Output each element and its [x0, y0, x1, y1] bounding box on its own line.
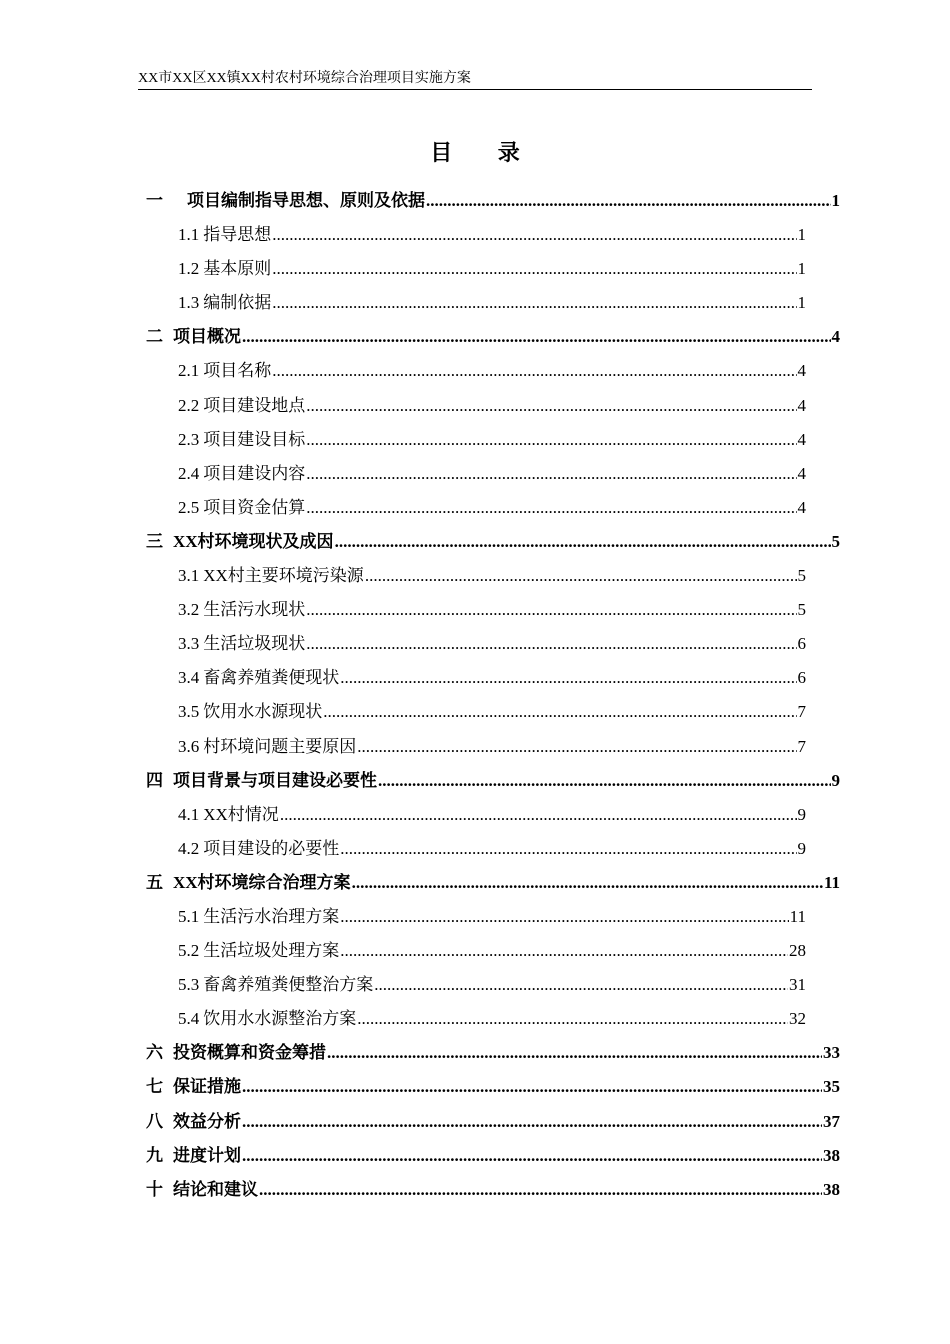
toc-section-entry[interactable] [178, 730, 806, 764]
toc-entry-page-number: 11 [823, 872, 840, 892]
toc-entry-label: 编制依据 [203, 293, 272, 313]
toc-entry-label: 项目背景与项目建设必要性 [173, 770, 377, 790]
toc-entry-label: 生活污水治理方案 [203, 906, 340, 926]
toc-entry-page-number: 4 [797, 429, 806, 449]
toc-entry-number: 5.1 [178, 906, 200, 926]
toc-section-entry[interactable] [178, 593, 806, 627]
dot-leader [340, 661, 796, 695]
dot-leader [306, 457, 796, 491]
toc-chapter-entry[interactable] [146, 1139, 840, 1173]
toc-entry-label: 畜禽养殖粪便整治方案 [203, 975, 374, 995]
dot-leader [306, 491, 796, 525]
dot-leader [242, 1105, 822, 1139]
toc-entry-label: XX村环境综合治理方案 [173, 872, 351, 892]
toc-entry-number: 二 [146, 327, 163, 347]
dot-leader [426, 184, 831, 218]
dot-leader [306, 593, 796, 627]
toc-entry-label: 项目建设目标 [203, 429, 306, 449]
toc-chapter-entry[interactable] [146, 184, 840, 218]
dot-leader [242, 320, 831, 354]
toc-entry-number: 2.5 [178, 497, 200, 517]
toc-entry-page-number: 11 [789, 906, 806, 926]
toc-entry-number: 七 [146, 1077, 163, 1097]
toc-entry-label: 投资概算和资金筹措 [173, 1043, 326, 1063]
toc-chapter-entry[interactable] [146, 1070, 840, 1104]
dot-leader [280, 798, 797, 832]
toc-entry-label: XX村主要环境污染源 [203, 566, 364, 586]
toc-section-entry[interactable] [178, 900, 806, 934]
toc-section-entry[interactable] [178, 286, 806, 320]
toc-chapter-entry[interactable] [146, 525, 840, 559]
toc-entry-page-number: 5 [797, 600, 806, 620]
toc-section-entry[interactable] [178, 423, 806, 457]
toc-entry-label: 畜禽养殖粪便现状 [203, 668, 340, 688]
toc-entry-page-number: 1 [797, 293, 806, 313]
toc-entry-label: 指导思想 [203, 225, 272, 245]
toc-entry-page-number: 4 [797, 395, 806, 415]
dot-leader [352, 866, 823, 900]
toc-chapter-entry[interactable] [146, 764, 840, 798]
toc-entry-number: 2.4 [178, 463, 200, 483]
toc-entry-label: 进度计划 [173, 1145, 241, 1165]
toc-section-entry[interactable] [178, 457, 806, 491]
toc-entry-page-number: 5 [831, 531, 840, 551]
toc-entry-label: 村环境问题主要原因 [203, 736, 357, 756]
dot-leader [357, 1002, 788, 1036]
toc-entry-label: 项目建设的必要性 [203, 838, 340, 858]
toc-section-entry[interactable] [178, 559, 806, 593]
toc-chapter-entry[interactable] [146, 320, 840, 354]
toc-entry-number: 1.2 [178, 259, 200, 279]
dot-leader [306, 423, 796, 457]
toc-section-entry[interactable] [178, 252, 806, 286]
toc-entry-page-number: 6 [797, 668, 806, 688]
toc-entry-page-number: 9 [797, 804, 806, 824]
toc-entry-page-number: 1 [831, 191, 840, 210]
toc-entry-page-number: 4 [797, 361, 806, 381]
dot-leader [272, 286, 796, 320]
toc-entry-number: 4.1 [178, 804, 200, 824]
dot-leader [327, 1036, 822, 1070]
toc-entry-number: 3.3 [178, 634, 200, 654]
toc-entry-page-number: 32 [789, 1009, 806, 1029]
toc-entry-label: 饮用水水源现状 [203, 702, 323, 722]
toc-chapter-entry[interactable] [146, 1173, 840, 1207]
toc-entry-label: 效益分析 [173, 1111, 241, 1131]
toc-entry-label: 项目资金估算 [203, 497, 306, 517]
toc-entry-page-number: 9 [797, 838, 806, 858]
dot-leader [272, 252, 796, 286]
toc-entry-page-number: 9 [831, 770, 840, 790]
toc-entry-page-number: 6 [797, 634, 806, 654]
toc-entry-label: 项目建设地点 [203, 395, 306, 415]
toc-entry-page-number: 28 [789, 941, 806, 961]
toc-entry-number: 六 [146, 1043, 163, 1063]
toc-entry-number: 1.3 [178, 293, 200, 313]
toc-section-entry[interactable] [178, 695, 806, 729]
toc-section-entry[interactable] [178, 832, 806, 866]
toc-entry-page-number: 1 [797, 225, 806, 245]
dot-leader [340, 934, 788, 968]
toc-entry-page-number: 4 [797, 463, 806, 483]
table-of-contents [146, 184, 840, 1207]
dot-leader [272, 218, 796, 252]
toc-entry-label: 项目建设内容 [203, 463, 306, 483]
toc-entry-number: 四 [146, 770, 163, 790]
toc-entry-label: XX村情况 [203, 804, 279, 824]
dot-leader [242, 1070, 822, 1104]
toc-entry-page-number: 5 [797, 566, 806, 586]
dot-leader [335, 525, 831, 559]
toc-entry-page-number: 35 [823, 1077, 840, 1097]
toc-section-entry[interactable] [178, 218, 806, 252]
toc-section-entry[interactable] [178, 389, 806, 423]
toc-entry-page-number: 4 [831, 327, 840, 347]
toc-entry-label: 生活垃圾处理方案 [203, 941, 340, 961]
toc-entry-label: 饮用水水源整治方案 [203, 1009, 357, 1029]
toc-entry-label: 生活污水现状 [203, 600, 306, 620]
toc-entry-number: 4.2 [178, 838, 200, 858]
dot-leader [259, 1173, 822, 1207]
dot-leader [378, 764, 831, 798]
toc-section-entry[interactable] [178, 798, 806, 832]
toc-chapter-entry[interactable] [146, 866, 840, 900]
toc-entry-page-number: 37 [823, 1111, 840, 1131]
toc-entry-number: 3.2 [178, 600, 200, 620]
toc-entry-number: 一 [146, 191, 163, 210]
dot-leader [357, 730, 796, 764]
toc-entry-label: 基本原则 [203, 259, 272, 279]
toc-entry-number: 2.1 [178, 361, 200, 381]
toc-section-entry[interactable] [178, 934, 806, 968]
toc-entry-number: 5.3 [178, 975, 200, 995]
dot-leader [365, 559, 797, 593]
toc-section-entry[interactable] [178, 661, 806, 695]
toc-entry-label: 生活垃圾现状 [203, 634, 306, 654]
dot-leader [323, 695, 796, 729]
toc-chapter-entry[interactable] [146, 1036, 840, 1070]
toc-entry-number: 三 [146, 531, 163, 551]
toc-entry-number: 3.6 [178, 736, 200, 756]
toc-entry-number: 5.2 [178, 941, 200, 961]
toc-entry-number: 3.5 [178, 702, 200, 722]
toc-chapter-entry[interactable] [146, 1105, 840, 1139]
toc-entry-number: 3.1 [178, 566, 200, 586]
toc-entry-number: 3.4 [178, 668, 200, 688]
toc-entry-page-number: 7 [797, 702, 806, 722]
toc-entry-page-number: 4 [797, 497, 806, 517]
toc-entry-page-number: 38 [823, 1179, 840, 1199]
toc-entry-label: 项目名称 [203, 361, 272, 381]
toc-entry-number: 2.3 [178, 429, 200, 449]
toc-entry-page-number: 33 [823, 1043, 840, 1063]
toc-entry-label: 结论和建议 [173, 1179, 258, 1199]
toc-entry-number: 九 [146, 1145, 163, 1165]
dot-leader [272, 354, 796, 388]
toc-section-entry[interactable] [178, 354, 806, 388]
toc-section-entry[interactable] [178, 1002, 806, 1036]
dot-leader [340, 900, 788, 934]
toc-entry-label: 保证措施 [173, 1077, 241, 1097]
dot-leader [374, 968, 788, 1002]
toc-section-entry[interactable] [178, 627, 806, 661]
toc-entry-number: 十 [146, 1179, 163, 1199]
toc-entry-number: 1.1 [178, 225, 200, 245]
toc-entry-number: 八 [146, 1111, 163, 1131]
toc-title: 目 录 [430, 140, 540, 165]
dot-leader [306, 627, 796, 661]
toc-entry-number: 2.2 [178, 395, 200, 415]
toc-entry-page-number: 1 [797, 259, 806, 279]
toc-section-entry[interactable] [178, 491, 806, 525]
toc-entry-label: 项目概况 [173, 327, 241, 347]
dot-leader [340, 832, 796, 866]
dot-leader [242, 1139, 822, 1173]
toc-entry-label: 项目编制指导思想、原则及依据 [187, 191, 425, 210]
toc-entry-number: 五 [146, 872, 163, 892]
toc-section-entry[interactable] [178, 968, 806, 1002]
toc-entry-page-number: 7 [797, 736, 806, 756]
toc-entry-page-number: 31 [789, 975, 806, 995]
toc-entry-number: 5.4 [178, 1009, 200, 1029]
running-header: XX市XX区XX镇XX村农村环境综合治理项目实施方案 [138, 70, 812, 90]
toc-entry-page-number: 38 [823, 1145, 840, 1165]
dot-leader [306, 389, 796, 423]
toc-entry-label: XX村环境现状及成因 [173, 531, 334, 551]
